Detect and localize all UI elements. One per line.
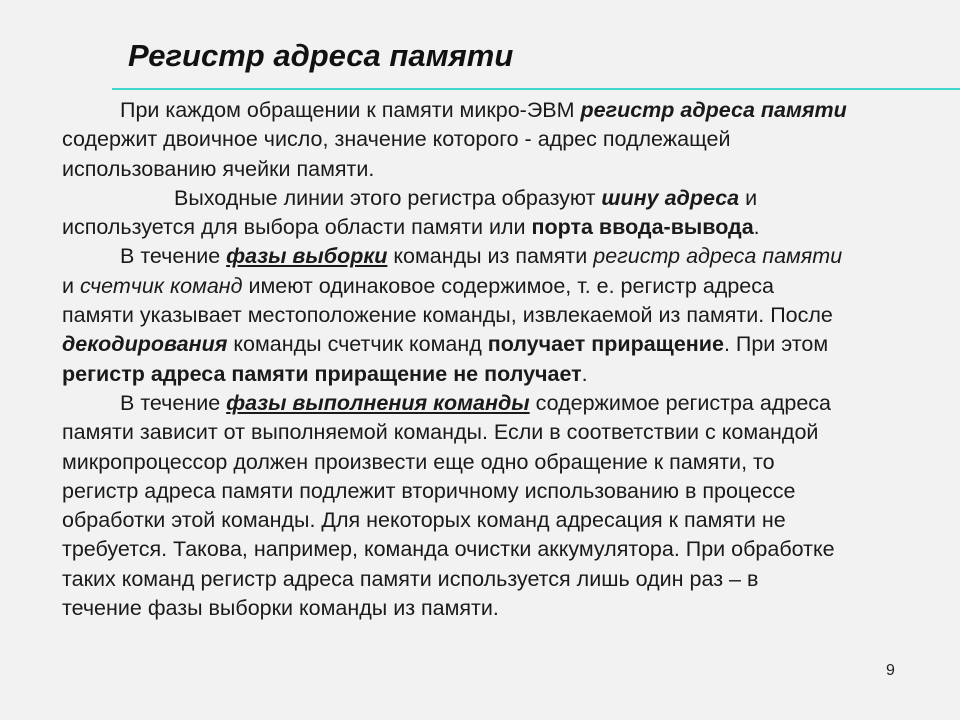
title-underline-rule	[112, 88, 960, 90]
term-memory-address-register: регистр адреса памяти	[593, 244, 843, 269]
text-run: команды из памяти	[387, 244, 594, 269]
term-execute-phase: фазы выполнения команды	[226, 390, 530, 415]
term-program-counter: счетчик команд	[79, 273, 243, 298]
text-line	[62, 389, 942, 418]
text-run: При каждом обращении к памяти микро-ЭВМ	[120, 98, 581, 122]
slide-title: Регистр адреса памяти	[128, 38, 514, 73]
text-run: . При этом	[723, 332, 829, 357]
text-run: .	[581, 361, 588, 386]
text-run: .	[753, 215, 760, 240]
text-line	[62, 184, 942, 213]
text-line: регистр адреса памяти подлежит вторичному использованию в процессе	[62, 478, 796, 503]
term-not-incremented: регистр адреса памяти приращение не получает	[62, 361, 582, 386]
term-fetch-phase: фазы выборки	[226, 244, 388, 269]
text-line	[62, 360, 942, 389]
term-decoding: декодирования	[62, 332, 228, 357]
text-line: таких команд регистр адреса памяти используется лишь один раз – в	[62, 566, 759, 591]
text-line: обработки этой команды. Для некоторых команд адресация к памяти не	[62, 508, 786, 533]
term-io-port: порта ввода-вывода	[531, 215, 754, 240]
text-run: используется для выбора области памяти или	[62, 215, 532, 240]
text-run: В течение	[120, 390, 227, 415]
text-line	[62, 330, 942, 359]
text-run: содержимое регистра адреса	[529, 390, 831, 415]
text-line: использованию ячейки памяти.	[62, 156, 375, 181]
text-line: течение фазы выборки команды из памяти.	[62, 596, 499, 621]
text-line	[62, 213, 942, 242]
text-run: Выходные линии этого регистра образуют	[174, 185, 602, 210]
term-memory-address-register: регистр адреса памяти	[580, 98, 847, 122]
page-number: 9	[886, 662, 895, 679]
slide-body	[62, 96, 942, 623]
text-run: и	[62, 273, 80, 298]
text-run: В течение	[120, 244, 227, 269]
term-address-bus: шину адреса	[601, 185, 740, 210]
text-line	[62, 272, 942, 301]
text-line: памяти указывает местоположение команды, извлекаемой из памяти. После	[62, 303, 833, 328]
text-line	[62, 96, 942, 125]
text-line: содержит двоичное число, значение которого - адрес подлежащей	[62, 127, 731, 152]
text-run: и	[739, 185, 758, 210]
text-run: имеют одинаковое содержимое, т. е. регистр адреса	[242, 273, 774, 298]
text-line: требуется. Такова, например, команда очистки аккумулятора. При обработке	[62, 537, 835, 562]
text-run: команды счетчик команд	[227, 332, 488, 357]
text-line: микропроцессор должен произвести еще одно обращение к памяти, то	[62, 449, 775, 474]
text-line: памяти зависит от выполняемой команды. Если в соответствии с командой	[62, 420, 819, 445]
term-incremented: получает приращение	[487, 332, 724, 357]
text-line	[62, 242, 942, 271]
